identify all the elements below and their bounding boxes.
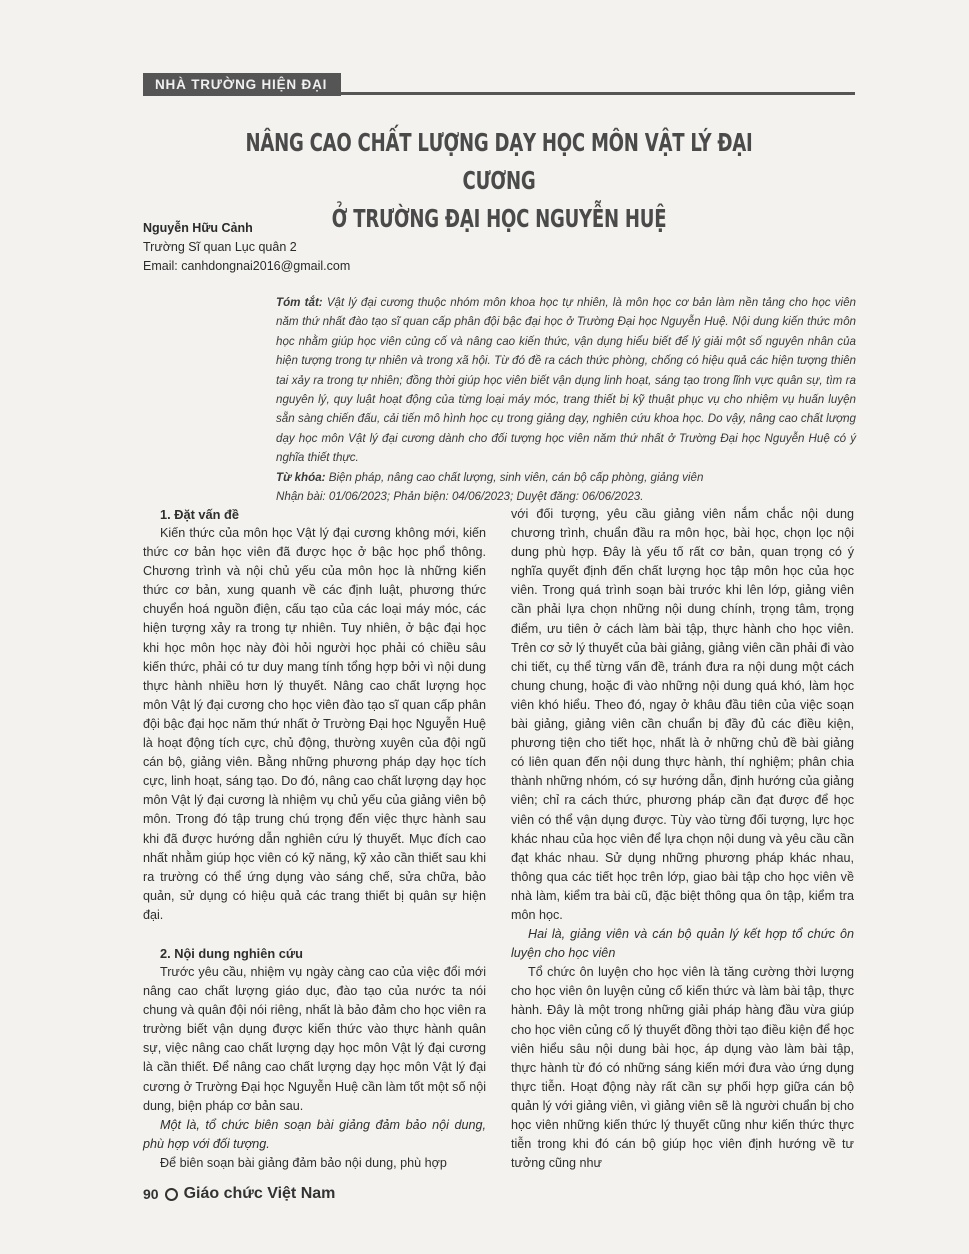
keywords — [276, 468, 856, 487]
subheading-two: Hai là, giảng viên và cán bộ quản lý kết hợp tổ chức ôn luyện cho học viên — [511, 927, 854, 961]
paragraph: Để biên soạn bài giảng đảm bảo nội dung, phù hợp — [160, 1155, 447, 1170]
author-email: Email: canhdongnai2016@gmail.com — [143, 259, 351, 273]
page-footer — [143, 1185, 335, 1203]
subheading-one: Một là, tổ chức biên soạn bài giảng đảm bảo nội dung, phù hợp với đối tượng. — [143, 1117, 486, 1151]
journal-name: Giáo chức Việt Nam — [183, 1185, 336, 1202]
author-name: Nguyễn Hữu Cảnh — [143, 221, 253, 235]
abstract-label: Tóm tắt: — [276, 296, 323, 309]
abstract-body — [276, 293, 856, 468]
circle-icon — [165, 1188, 178, 1201]
heading-research-content: 2. Nội dung nghiên cứu — [160, 945, 303, 961]
page-number: 90 — [143, 1186, 159, 1202]
abstract-text: Vật lý đại cương thuộc nhóm môn khoa học tự nhiên, là môn học cơ bản làm nền tảng cho học viên năm thứ nhất đào tạo sĩ quan cấp phân đội bậc đại học ở Trường Đại học Nguyễn Huệ. Nội dung kiến thức môn học nhằm giúp học viên củng cố và nâng cao kiến thức, vận dụng hiểu biết để lý giải một số nguyên nhân của hiện tượng trong tự nhiên và trong xã hội. Từ đó đề ra cách thức phòng, chống có hiệu quả các hiện tượng thiên tai xảy ra trong tự nhiên; đồng thời giúp học viên biết vận dụng linh hoạt, sáng tạo trong lĩnh vực quân sự, tìm ra nguyên lý, quy luật hoạt động của từng loại máy móc, trang thiết bị kỹ thuật phục vụ cho nhiệm vụ huấn luyện sẵn sàng chiến đấu, cải tiến mô hình học cụ trong giảng dạy, nghiên cứu khoa học. Do vậy, nâng cao chất lượng dạy học môn Vật lý đại cương dành cho đối tượng học viên năm thứ nhất ở Trường Đại học Nguyễn Huệ có ý nghĩa thiết thực. — [276, 296, 856, 465]
heading-introduction: 1. Đặt vấn đề — [160, 507, 239, 522]
article-dates: Nhận bài: 01/06/2023; Phản biện: 04/06/2023; Duyệt đăng: 06/06/2023. — [276, 490, 644, 504]
section-tag: NHÀ TRƯỜNG HIỆN ĐẠI — [143, 73, 341, 96]
right-column — [511, 505, 854, 1173]
paragraph: Tổ chức ôn luyện cho học viên là tăng cường thời lượng cho học viên ôn luyện củng cố kiến thức và làm bài tập, thực hành. Đây là một trong những giải pháp hàng đầu vừa giúp cho học viên củng cố lý thuyết đồng thời tạo điều kiện để học viên hiểu sâu nội dung bài học, áp dụng vào làm bài tập, thực hành từ đó có những sáng kiến mới đưa vào ứng dụng thực tiễn. Hoạt động này rất cần sự phối hợp giữa cán bộ quản lý với giảng viên, vì giảng viên sẽ là người chuẩn bị cho học viên những kiến thức lý thuyết cũng như kiến thức thực tiễn trong khi đó cán bộ giúp học viên định hướng về tư tưởng cũng như — [511, 965, 854, 1171]
keywords-label: Từ khóa: — [276, 470, 326, 484]
paragraph: với đối tượng, yêu cầu giảng viên nắm chắc nội dung chương trình, chuẩn đầu ra môn học, bài học, chọn lọc nội dung phù hợp. Đây là yếu tố rất cơ bản, quan trọng có ý nghĩa quyết định đến chất lượng học tập môn học của học viên. Trong quá trình soạn bài trước khi lên lớp, giảng viên cần phải lựa chọn những nội dung chính, trọng tâm, trọng điểm, ưu tiên ở cách làm bài tập, thực hành cho học viên. Trên cơ sở lý thuyết của bài giảng, giảng viên cần phải đi vào chi tiết, cụ thể từng vấn đề, tránh đưa ra nội dung một cách chung chung, hoặc đi vào những nội dung quá khó, làm học viên khó hiểu. Theo đó, ngay ở khâu đầu tiên của việc soạn bài giảng, giảng viên cần chuẩn bị đầy đủ các điều kiện, phương tiện cho tiết học, nhất là ở những chủ đề bài giảng có liên quan đến nội dung thực hành, thí nghiệm; phân chia thành những nhóm, có sự hướng dẫn, định hướng của giảng viên; chỉ ra cách thức, phương pháp cần đạt được để học viên có thể vận dụng được. Tùy vào từng đối tượng, lực học khác nhau của học viên để lựa chọn nội dung và yêu cầu cần đạt khác nhau. Sử dụng những phương pháp khác nhau, thông qua các tiết học trên lớp, giao bài tập cho học viên về nhà làm, kiểm tra bài cũ, đặc biệt thông qua ôn tập, kiểm tra môn học. — [511, 507, 854, 922]
paragraph: Kiến thức của môn học Vật lý đại cương không mới, kiến thức cơ bản học viên đã được học ở bậc học phổ thông. Chương trình và nội chủ yếu của môn học là những kiến thức cơ bản, xung quanh về các định luật, phương thức chuyển hoá nguồn điện, cấu tạo của các loại máy móc, các hiện tượng xảy ra trong tự nhiên. Tuy nhiên, ở bậc đại học khi học môn học này đòi hỏi người học phải có chiều sâu kiến thức, phải có tư duy mang tính tổng hợp bởi vì nội dung thực hành nhiều hơn lý thuyết. Nâng cao chất lượng học môn Vật lý đại cương cho học viên đào tạo sĩ quan cấp phân đội bậc đại học năm thứ nhất ở Trường Đại học Nguyễn Huệ là hoạt động tích cực, chủ động, thường xuyên của đội ngũ cán bộ, giảng viên. Bằng những phương pháp dạy học tích cực, linh hoạt, sáng tạo. Do đó, nâng cao chất lượng dạy học môn Vật lý đại cương là nhiệm vụ chủ yếu của giảng viên bộ môn. Trong đó tập trung chú trọng đến việc thực hành sau khi đã được hướng dẫn nghiên cứu lý thuyết. Mục đích cao nhất nhằm giúp học viên có kỹ năng, kỹ xảo cần thiết sau khi ra trường có thể ứng dụng vào sáng chế, sửa chữa, bảo quản, sử dụng có hiệu quả các trang thiết bị quân sự hiện đại. — [143, 526, 486, 922]
title-line-1: NÂNG CAO CHẤT LƯỢNG DẠY HỌC MÔN VẬT LÝ ĐẠI CƯƠNG — [245, 128, 753, 195]
paragraph: Trước yêu cầu, nhiệm vụ ngày càng cao của việc đổi mới nâng cao chất lượng giáo dục, đào tạo của nước ta nói chung và quân đội nói riêng, nhất là bảo đảm cho học viên ra trường biết vận dụng được kiến thức vào thực hành quân sự, việc nâng cao chất lượng dạy học môn Vật lý đại cương là cần thiết. Để nâng cao chất lượng dạy học môn Vật lý đại cương ở Trường Đại học Nguyễn Huệ cần làm tốt một số nội dung, biện pháp cơ bản sau. — [143, 964, 486, 1113]
left-column — [143, 505, 486, 1173]
title-line-2: Ở TRƯỜNG ĐẠI HỌC NGUYỄN HUỆ — [331, 204, 667, 233]
abstract — [276, 293, 856, 506]
author-block — [143, 219, 350, 276]
author-affiliation: Trường Sĩ quan Lục quân 2 — [143, 240, 297, 254]
keywords-text: Biện pháp, nâng cao chất lượng, sinh viên, cán bộ cấp phòng, giảng viên — [325, 470, 704, 484]
section-rule — [143, 92, 855, 95]
